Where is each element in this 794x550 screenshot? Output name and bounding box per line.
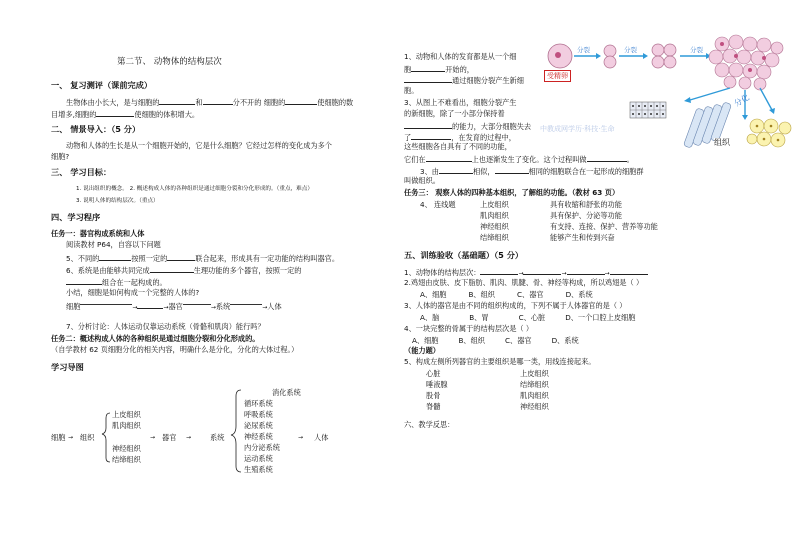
review-line-1: 生物体由小长大，是与细胞的 和 分不开的 细胞的 使细胞的数 [66, 98, 354, 107]
study-map-heading: 学习导图 [51, 362, 84, 372]
exercise-2: 2.鸡翅由皮肤、皮下脂肪、肌肉、肌腱、骨、神经等构成，所以鸡翅是（ ） [404, 278, 644, 287]
e4-option-b: B、组织 [458, 336, 485, 345]
summary-question: 小结，细胞是如何构成一个完整的人体的? [66, 288, 200, 297]
section-procedure-heading: 四、学习程序 [51, 212, 101, 222]
organ-heart: 心脏 [426, 369, 441, 378]
e5-tissue-epithelial: 上皮组织 [520, 369, 549, 378]
e3-option-a: A、脑 [420, 313, 440, 322]
goal-line-1: 1. 说出组织的概念。 2. 概述构成人体的各种组织是通过细胞分裂和分化形成的。（重点，难点） [76, 186, 313, 192]
q3-line-4: 了 ，在发育的过程中， [404, 133, 516, 142]
fig-label-tissue: 组织 [714, 138, 730, 147]
e5-tissue-nerve: 神经组织 [520, 402, 549, 411]
match-tissue-muscle: 肌肉组织 [480, 211, 509, 220]
flow-body: 人体 [267, 302, 282, 311]
e2-option-c: C、器官 [516, 290, 544, 299]
fig-label-fertilized-egg: 受精卵 [544, 70, 571, 82]
review-line-2: 目增多,细胞的 使细胞的体积增大。 [51, 110, 200, 119]
map-tissue-muscle: 肌肉组织 [112, 421, 141, 430]
q3b-line-2: 叫做组织。 [404, 176, 440, 185]
q1-line-1: 1、动物和人体的发育都是从一个细 [404, 52, 517, 61]
e3-option-b: B、胃 [469, 313, 489, 322]
question-5: 5、不同的 按照一定的 联合起来，形成具有一定功能的结构叫器官。 [66, 254, 340, 263]
e3-option-c: C、心脏 [518, 313, 546, 322]
fig-watermark: 中教成网学历·科技·生命 [540, 125, 615, 133]
e5-tissue-connective: 结缔组织 [520, 380, 549, 389]
flow-system: 系统 [215, 302, 231, 311]
map-system-reproductive: 生殖系统 [244, 465, 273, 474]
map-tissue-nerve: 神经组织 [112, 444, 141, 453]
organ-salivary-gland: 唾液腺 [426, 380, 448, 389]
map-system: 系统 [210, 433, 225, 442]
goal-line-2: 3. 说明人体的结构层次。（重点） [76, 198, 159, 204]
q3-line-5: 这些细胞各自具有了不同的功能， [404, 142, 512, 151]
q3-line-6: 它们在 上也逐渐发生了变化。这个过程叫做 。 [404, 155, 634, 164]
map-arrow-2: → [150, 434, 156, 441]
map-arrow-4: → [298, 434, 304, 441]
map-system-digestive: 消化系统 [272, 388, 301, 397]
section-intro-heading: 二、 情景导入：（5 分） [51, 124, 141, 134]
q1-line-3: 通过细胞分裂产生新细 [404, 74, 524, 86]
match-function-1: 具有收缩和舒张的功能 [550, 200, 622, 209]
exercise-3-options [420, 313, 635, 323]
e2-option-b: B、组织 [468, 290, 495, 299]
map-tissue: 组织 [80, 433, 95, 442]
question-7: 7、分析讨论：人体运动仅靠运动系统（骨骼和肌肉）能行吗？ [66, 322, 265, 331]
map-arrow-3: → [186, 434, 192, 441]
match-function-4: 能够产生和传到兴奋 [550, 233, 615, 242]
task-three: 任务三： 观察人体的四种基本组织，了解组的功能。（教材 63 页） [404, 188, 620, 197]
match-tissue-epithelial: 上皮组织 [480, 200, 509, 209]
task-one-read: 阅读教材 P64，自容以下问题 [66, 240, 161, 249]
match-function-3: 有支持、连接、保护、营养等功能 [550, 222, 658, 231]
task-two: 任务二：概述构成人体的各种组织是通过细胞分裂和分化形成的。 [51, 334, 260, 343]
map-system-nervous: 神经系统 [244, 432, 273, 441]
flow-organ: 器官 [168, 302, 183, 311]
self-study-note: （自学教材 62 页细胞分化的相关内容，明确什么是分化，分化的大体过程。） [51, 345, 299, 354]
match-tissue-connective: 结缔组织 [480, 233, 509, 242]
match-tissue-nerve: 神经组织 [480, 222, 509, 231]
e4-option-d: D、系统 [551, 336, 579, 345]
exercise-4: 4、一块完整的骨属于的结构层次是（ ） [404, 324, 534, 333]
map-cell: 细胞 [51, 433, 66, 442]
e4-option-c: C、器官 [504, 336, 532, 345]
question-6: 6、系统是由能够共同完成 生理功能的多个器官，按照一定的 [66, 266, 302, 275]
exercise-1: 1、动物体的结构层次： → → → [404, 266, 648, 279]
organ-spinal-cord: 脊髓 [426, 402, 441, 411]
q3-line-2: 的新细胞，除了一小部分保持着 [404, 109, 505, 118]
q1-line-2: 胞 开始的， [404, 65, 474, 74]
fig-label-split-1: 分裂 [577, 46, 590, 54]
section-review-heading: 一、 复习测评（课前完成） [51, 80, 153, 90]
ability-heading: （能力题） [404, 346, 440, 355]
map-body: 人体 [314, 433, 329, 442]
q3-line-1: 3、从图上不难看出，细胞分裂产生 [404, 98, 517, 107]
task-one: 任务一：器官构成系统和人体 [51, 229, 145, 238]
map-system-endocrine: 内分泌系统 [244, 443, 280, 452]
organ-femur: 股骨 [426, 391, 441, 400]
map-system-motor: 运动系统 [244, 454, 273, 463]
question-6-cont: 组合在一起构成的。 [66, 276, 167, 288]
fig-label-split-2: 分裂 [624, 46, 637, 54]
map-tissue-epithelial: 上皮组织 [112, 410, 141, 419]
q1-line-4: 胞。 [404, 86, 419, 95]
e3-option-d: D、一个口腔上皮细胞 [565, 313, 636, 322]
teaching-reflection: 六、教学反思： [404, 420, 455, 429]
map-organ: 器官 [162, 433, 177, 442]
page-title: 第二节、 动物体的结构层次 [117, 57, 222, 67]
intro-line-2: 细胞? [51, 152, 70, 161]
exercise-3: 3、人体的器官是由不同的组织构成的，下列不属于人体器官的是（ ） [404, 301, 627, 310]
q3-line-3: 的能力，大部分细胞失去 [404, 120, 531, 132]
section-goals-heading: 三、 学习目标： [51, 167, 112, 177]
map-tissue-connective: 结缔组织 [112, 455, 141, 464]
map-system-respiratory: 呼吸系统 [244, 410, 273, 419]
q4-matching: 4、 连线题 [420, 200, 456, 209]
section-practice-heading: 五、训练验收（基础题）（5 分） [404, 250, 524, 260]
map-system-circulatory: 循环系统 [244, 399, 273, 408]
exercise-5: 5、构成左侧所列器官的主要组织是哪一类，用线连接起来。 [404, 357, 596, 366]
fig-label-split-3: 分裂 [690, 46, 703, 54]
map-arrow-1: → [68, 434, 74, 441]
e5-tissue-muscle: 肌肉组织 [520, 391, 549, 400]
match-function-2: 具有保护、分泌等功能 [550, 211, 622, 220]
map-system-urinary: 泌尿系统 [244, 421, 273, 430]
intro-line-1: 动物和人体的生长是从一个细胞开始的，它是什么细胞？它经过怎样的变化成为多个 [66, 141, 332, 150]
e2-option-d: D、系统 [565, 290, 593, 299]
fig-label-differentiation: 分化 [732, 92, 751, 109]
exercise-2-options [420, 290, 593, 300]
e4-option-a: A、细胞 [412, 336, 439, 345]
e2-option-a: A、细胞 [420, 290, 447, 299]
structure-flow: 细胞 → →器官 →系统 →人体 [66, 302, 282, 311]
exercise-4-options [412, 336, 579, 346]
q3b-line-1: 3、由 相似， 相同的细胞联合在一起形成的细胞群 [420, 167, 644, 176]
flow-cell: 细胞 [66, 302, 81, 311]
